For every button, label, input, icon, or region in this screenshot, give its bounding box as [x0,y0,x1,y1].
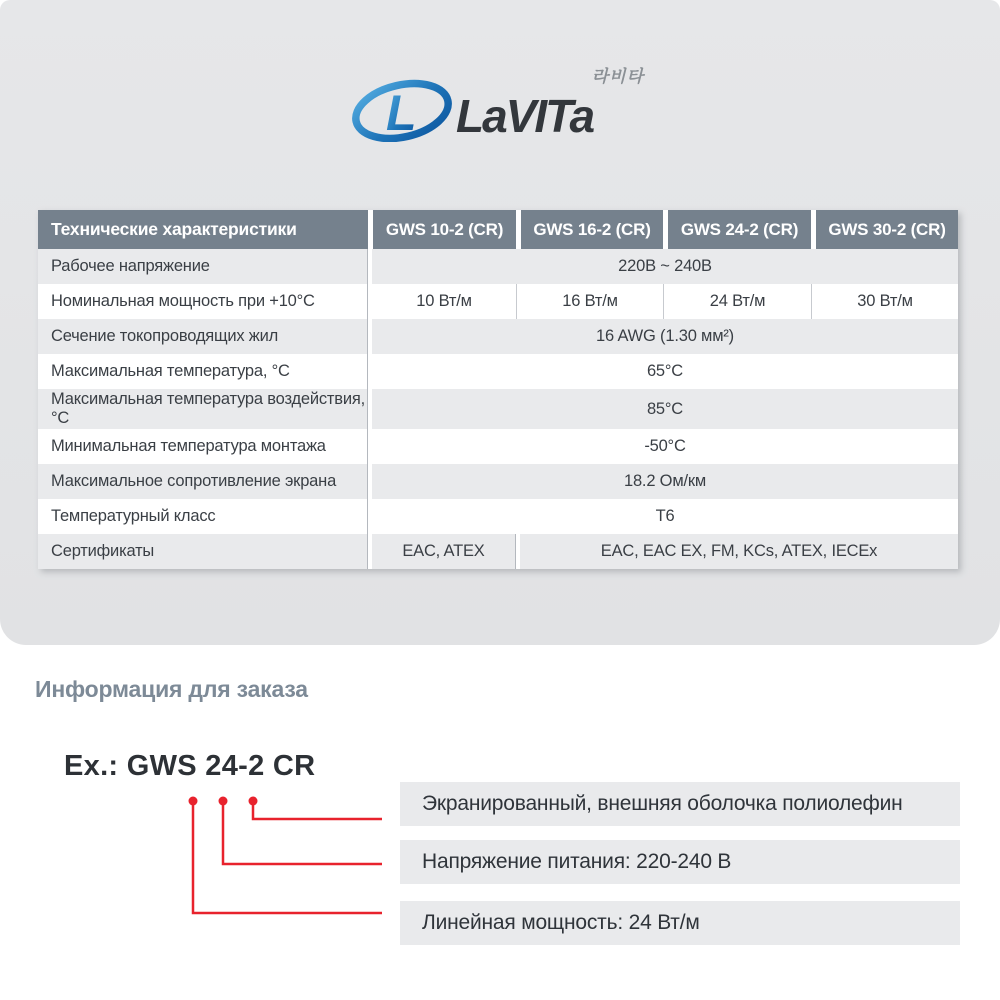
row-label: Максимальное сопротивление экрана [38,464,368,499]
row-value: 65°С [368,354,958,389]
column-header-gws16: GWS 16-2 (CR) [516,210,663,249]
row-label: Максимальная температура, °С [38,354,368,389]
row-label: Рабочее напряжение [38,249,368,284]
row-value: EAC, ATEX [368,534,516,569]
order-info-heading: Информация для заказа [35,676,308,702]
callout-shielding: Экранированный, внешняя оболочка полиолефин [400,782,960,826]
row-value: 85°С [368,389,958,429]
row-value: EAC, EAC EX, FM, KCs, ATEX, IECEx [516,534,958,569]
row-label: Номинальная мощность при +10°С [38,284,368,319]
column-header-gws30: GWS 30-2 (CR) [811,210,958,249]
row-label: Сертификаты [38,534,368,569]
row-value: 16 Вт/м [516,284,663,319]
logo-korean-text: 라비타 [591,67,644,86]
table-row [38,319,958,354]
row-value: -50°С [368,429,958,464]
table-row [38,429,958,464]
spec-table [38,210,958,569]
row-label: Минимальная температура монтажа [38,429,368,464]
row-value: 16 AWG (1.30 мм²) [368,319,958,354]
row-label: Сечение токопроводящих жил [38,319,368,354]
logo-mark-letter: L [386,85,417,141]
row-value: Т6 [368,499,958,534]
row-value: 10 Вт/м [368,284,516,319]
lavita-logo-icon [350,76,650,142]
row-value: 18.2 Ом/км [368,464,958,499]
table-row [38,499,958,534]
row-value: 220В ~ 240В [368,249,958,284]
order-example-code: Ex.: GWS 24-2 CR [64,750,316,782]
row-label: Температурный класс [38,499,368,534]
logo-wordmark: LaVITa [456,90,594,142]
callout-lines-icon [180,790,405,950]
lavita-logo [350,62,650,146]
table-row [38,249,958,284]
table-row [38,389,958,429]
table-row [38,354,958,389]
callout-power: Линейная мощность: 24 Вт/м [400,901,960,945]
table-row [38,534,958,569]
table-row [38,284,958,319]
row-label: Максимальная температура воздействия, °С [38,389,368,429]
column-header-gws10: GWS 10-2 (CR) [368,210,516,249]
row-value: 30 Вт/м [811,284,958,319]
table-header-row [38,210,958,249]
row-value: 24 Вт/м [663,284,811,319]
callout-voltage: Напряжение питания: 220-240 В [400,840,960,884]
table-title: Технические характеристики [38,210,368,249]
column-header-gws24: GWS 24-2 (CR) [663,210,811,249]
table-row [38,464,958,499]
